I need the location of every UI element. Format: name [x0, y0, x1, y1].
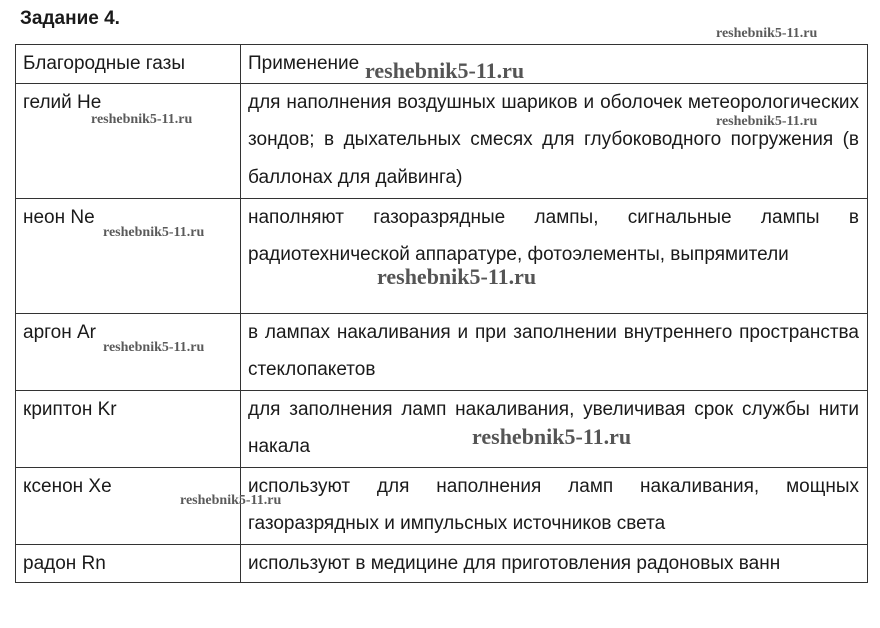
- watermark: reshebnik5-11.ru: [365, 58, 525, 83]
- watermark: reshebnik5-11.ru: [103, 225, 205, 240]
- gas-name: неон Ne: [16, 198, 241, 313]
- gas-use: для заполнения ламп накаливания, увеличивая срок службы нити накала: [241, 390, 868, 467]
- watermark: reshebnik5-11.ru: [180, 493, 282, 508]
- gas-use: используют в медицине для приготовления радоновых ванн: [241, 544, 868, 583]
- table-row: [16, 313, 868, 390]
- watermark: reshebnik5-11.ru: [103, 340, 205, 355]
- table-row: [16, 390, 868, 467]
- task-title: Задание 4.: [20, 8, 120, 29]
- watermark: reshebnik5-11.ru: [91, 112, 193, 127]
- gas-use: для наполнения воздушных шариков и оболочек метеорологических зондов; в дыхательных смесях для глубоководного погружения (в баллонах для дайвинга): [241, 83, 868, 198]
- table-row: [16, 467, 868, 544]
- header-use: Применение: [241, 45, 868, 84]
- gas-name: радон Rn: [16, 544, 241, 583]
- gas-name: аргон Ar: [16, 313, 241, 390]
- gas-use: в лампах накаливания и при заполнении внутреннего пространства стеклопакетов: [241, 313, 868, 390]
- gas-name: ксенон Xe: [16, 467, 241, 544]
- gas-use: используют для наполнения ламп накаливания, мощных газоразрядных и импульсных источников света: [241, 467, 868, 544]
- table-row: [16, 544, 868, 583]
- watermark: reshebnik5-11.ru: [377, 264, 537, 289]
- table-header-row: [16, 45, 868, 84]
- gas-use: наполняют газоразрядные лампы, сигнальные лампы в радиотехнической аппаратуре, фотоэлементы, выпрямители: [241, 198, 868, 313]
- table-row: [16, 198, 868, 313]
- watermark: reshebnik5-11.ru: [716, 26, 818, 41]
- gas-name: криптон Kr: [16, 390, 241, 467]
- gas-name: гелий He: [16, 83, 241, 198]
- watermark: reshebnik5-11.ru: [716, 114, 818, 129]
- header-gas: Благородные газы: [16, 45, 241, 84]
- noble-gases-table: [15, 44, 868, 583]
- table-row: [16, 83, 868, 198]
- watermark: reshebnik5-11.ru: [472, 424, 632, 449]
